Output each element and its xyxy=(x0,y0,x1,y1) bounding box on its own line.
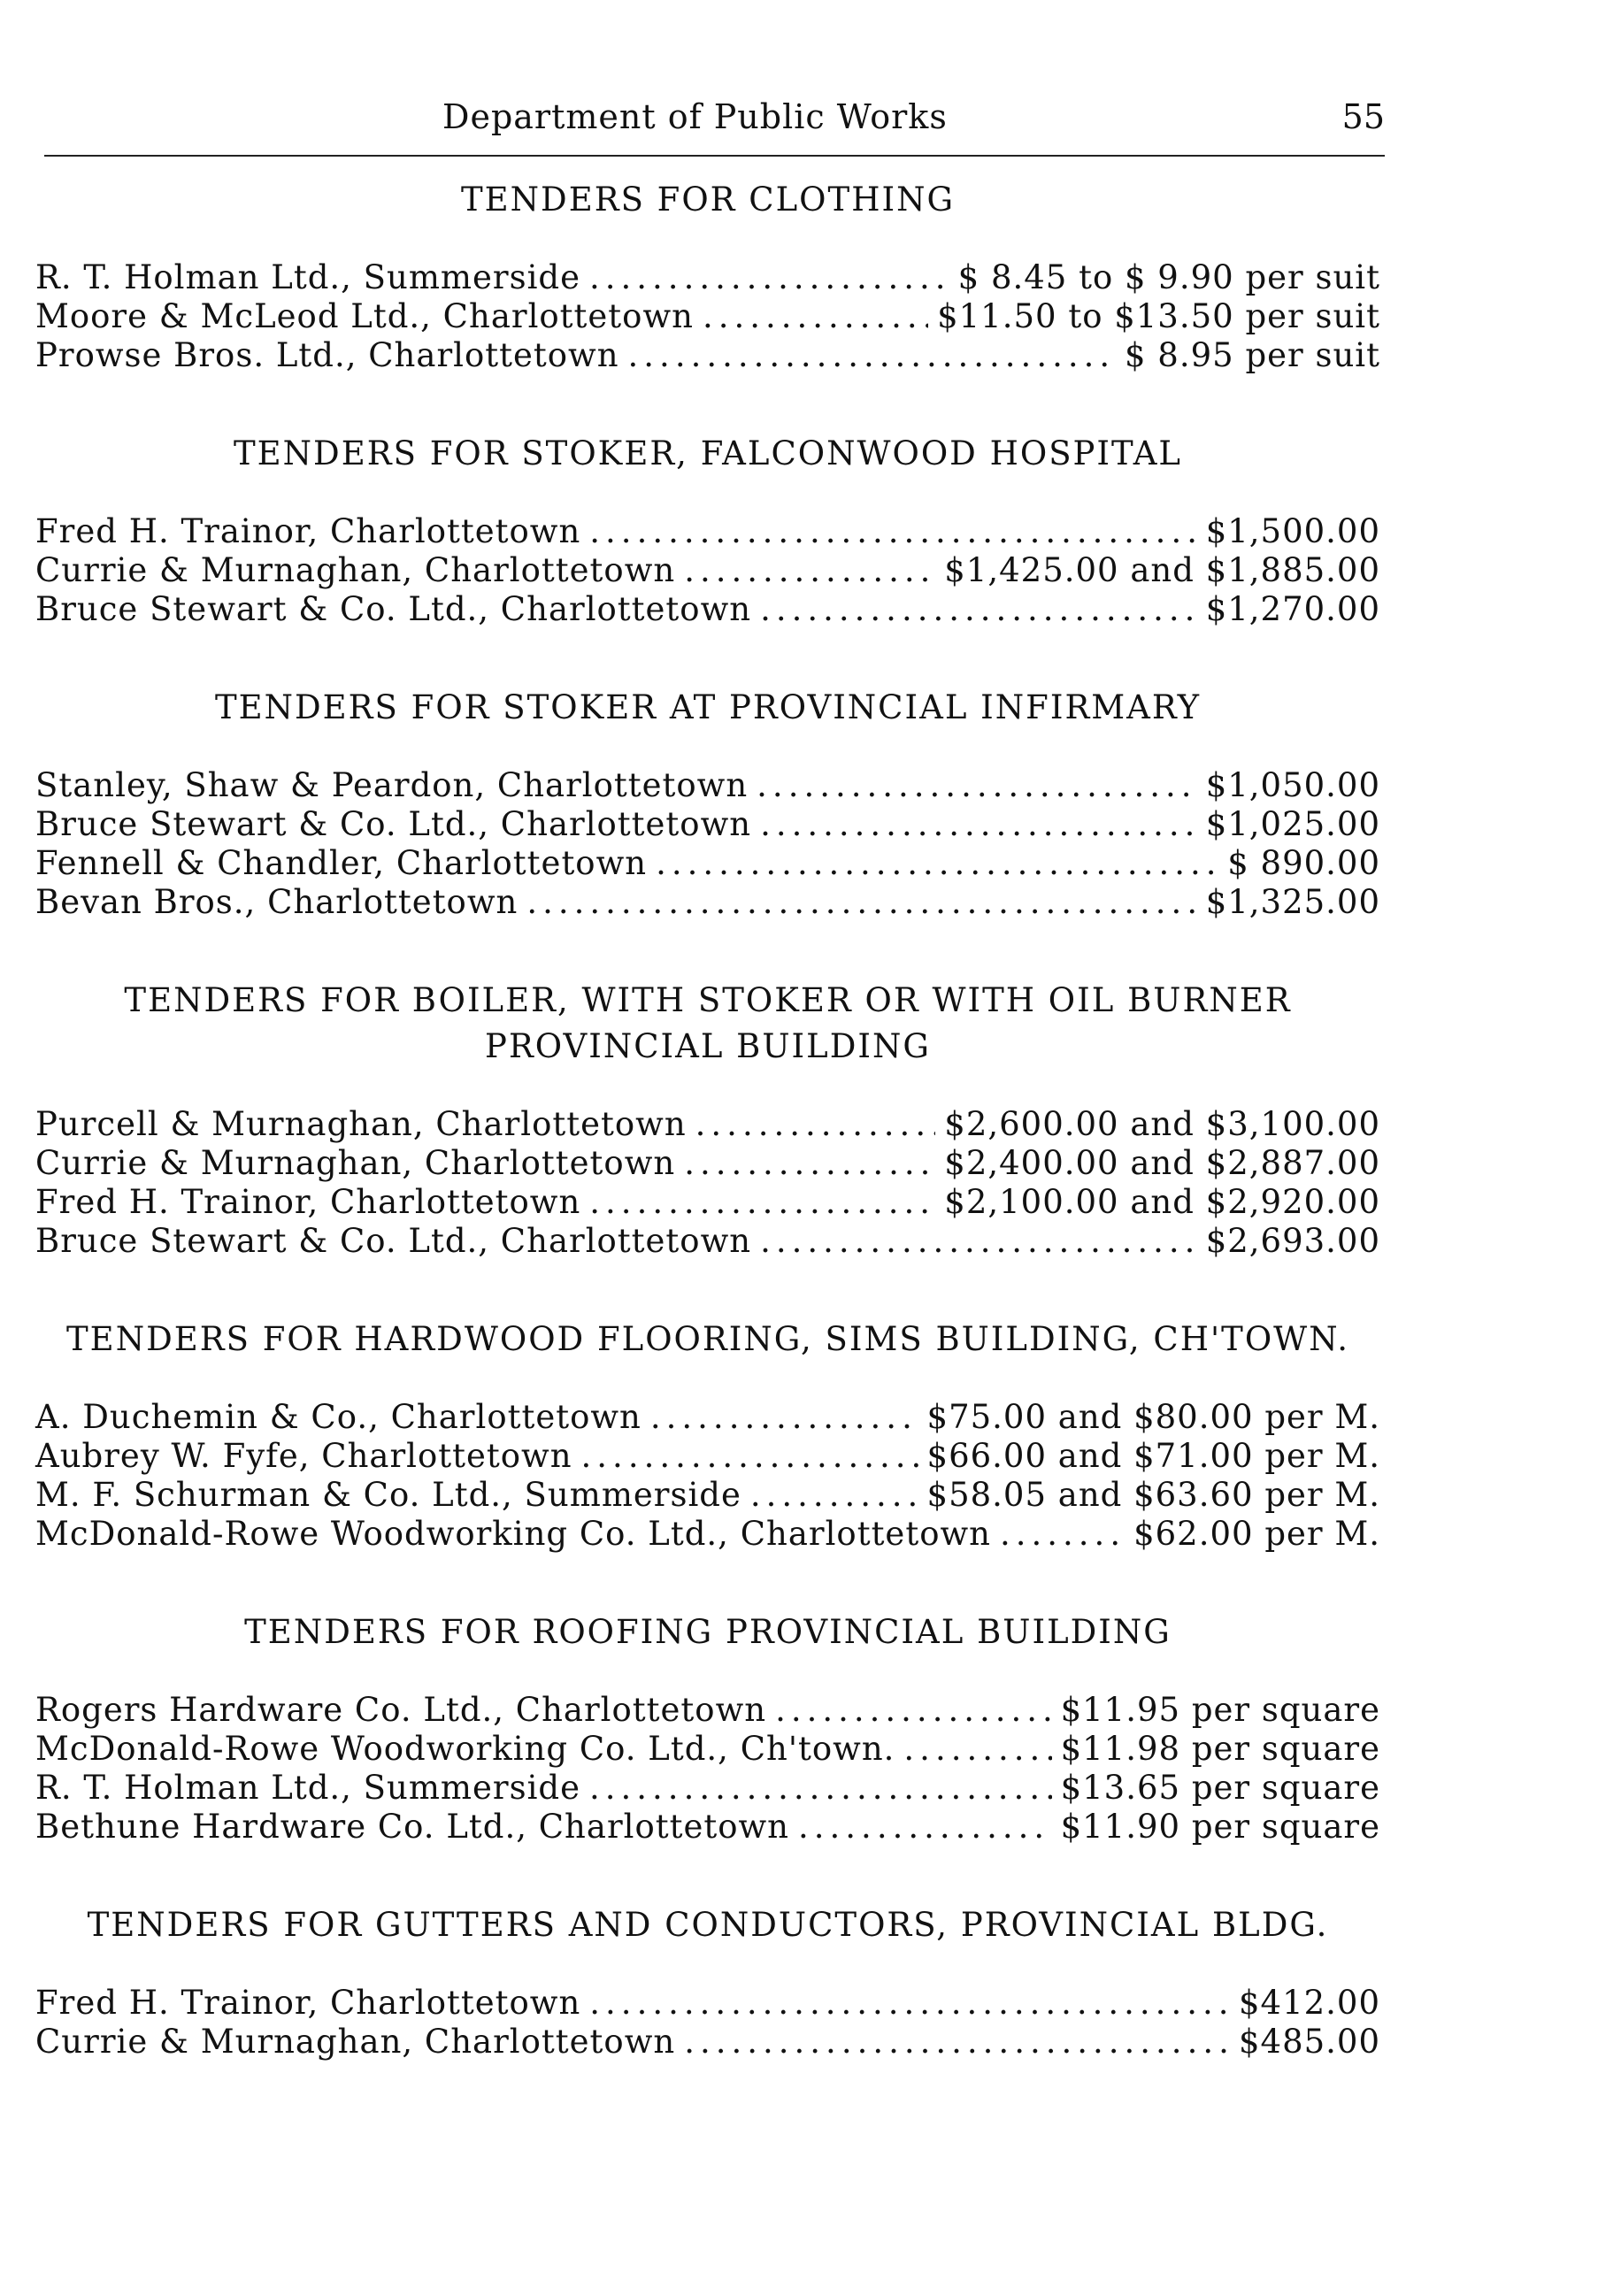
dot-leader xyxy=(589,1984,1230,2023)
tenderer-name: Aubrey W. Fyfe, Charlottetown xyxy=(35,1437,572,1475)
tender-entry xyxy=(35,844,1380,883)
section-title-text: TENDERS FOR ROOFING PROVINCIAL BUILDING xyxy=(244,1613,1172,1651)
dot-leader xyxy=(760,590,1197,629)
dot-leader xyxy=(628,336,1116,375)
dot-leader xyxy=(526,883,1196,922)
tenderer-name: Currie & Murnaghan, Charlottetown xyxy=(35,2023,676,2061)
tender-entry xyxy=(35,1183,1380,1222)
tenderer-name: Purcell & Murnaghan, Charlottetown xyxy=(35,1105,687,1143)
section-clothing xyxy=(35,177,1380,375)
tender-price: $ 8.45 to $ 9.90 per suit xyxy=(957,258,1380,296)
tender-entry xyxy=(35,1144,1380,1183)
header-title: Department of Public Works xyxy=(442,97,948,136)
tender-price: $11.95 per square xyxy=(1060,1691,1380,1729)
dot-leader xyxy=(757,766,1197,805)
tenderer-name: Bevan Bros., Charlottetown xyxy=(35,883,519,921)
dot-leader xyxy=(589,1183,935,1222)
section-title-text: TENDERS FOR STOKER, FALCONWOOD HOSPITAL xyxy=(233,434,1182,472)
tender-price: $1,425.00 and $1,885.00 xyxy=(944,551,1380,589)
tender-list xyxy=(35,1105,1380,1261)
tenderer-name: Currie & Murnaghan, Charlottetown xyxy=(35,551,676,589)
tender-entry xyxy=(35,1515,1380,1554)
tender-entry xyxy=(35,2023,1380,2062)
tender-entry xyxy=(35,512,1380,551)
tender-price: $75.00 and $80.00 per M. xyxy=(926,1398,1380,1436)
tender-entry xyxy=(35,258,1380,297)
tender-entry xyxy=(35,1730,1380,1769)
tenderer-name: McDonald-Rowe Woodworking Co. Ltd., Ch'town. xyxy=(35,1730,895,1768)
tenderer-name: McDonald-Rowe Woodworking Co. Ltd., Charlottetown xyxy=(35,1515,991,1553)
tenderer-name: Moore & McLeod Ltd., Charlottetown xyxy=(35,297,694,335)
section-boiler xyxy=(35,978,1380,1261)
section-title-text: TENDERS FOR BOILER, WITH STOKER OR WITH OIL BURNER xyxy=(124,981,1292,1019)
page-header xyxy=(44,93,1385,157)
tender-list xyxy=(35,766,1380,922)
tender-entry xyxy=(35,297,1380,336)
tenderer-name: Bethune Hardware Co. Ltd., Charlottetown xyxy=(35,1808,790,1846)
tenderer-name: Prowse Bros. Ltd., Charlottetown xyxy=(35,336,619,374)
tender-price: $1,325.00 xyxy=(1205,883,1380,921)
section-stoker-infirmary xyxy=(35,685,1380,922)
section-title-text: TENDERS FOR STOKER AT PROVINCIAL INFIRMARY xyxy=(214,688,1202,726)
tender-price: $13.65 per square xyxy=(1060,1769,1380,1807)
section-title-text: TENDERS FOR GUTTERS AND CONDUCTORS, PROVINCIAL BLDG. xyxy=(87,1906,1329,1944)
tenderer-name: Fred H. Trainor, Charlottetown xyxy=(35,512,581,550)
tender-price: $1,050.00 xyxy=(1205,766,1380,804)
section-title xyxy=(35,177,1380,223)
section-title xyxy=(35,1609,1380,1655)
tender-entry xyxy=(35,1769,1380,1808)
section-title xyxy=(35,978,1380,1070)
tenderer-name: Rogers Hardware Co. Ltd., Charlottetown xyxy=(35,1691,767,1729)
tender-price: $2,693.00 xyxy=(1205,1222,1380,1260)
tenderer-name: Currie & Murnaghan, Charlottetown xyxy=(35,1144,676,1182)
tender-entry xyxy=(35,1984,1380,2023)
dot-leader xyxy=(1000,1515,1125,1554)
tender-entry xyxy=(35,336,1380,375)
tender-price: $412.00 xyxy=(1238,1984,1380,2022)
tenderer-name: M. F. Schurman & Co. Ltd., Summerside xyxy=(35,1476,741,1514)
tender-price: $2,100.00 and $2,920.00 xyxy=(944,1183,1380,1221)
tenderer-name: Fennell & Chandler, Charlottetown xyxy=(35,844,648,882)
tender-entry xyxy=(35,1437,1380,1476)
dot-leader xyxy=(760,1222,1197,1261)
tender-price: $62.00 per M. xyxy=(1133,1515,1380,1553)
tender-price: $ 8.95 per suit xyxy=(1125,336,1380,374)
tenderer-name: A. Duchemin & Co., Charlottetown xyxy=(35,1398,642,1436)
tenderer-name: R. T. Holman Ltd., Summerside xyxy=(35,1769,580,1807)
section-title xyxy=(35,1902,1380,1948)
tender-list xyxy=(35,1984,1380,2062)
tender-list xyxy=(35,1398,1380,1554)
tender-price: $2,400.00 and $2,887.00 xyxy=(944,1144,1380,1182)
dot-leader xyxy=(684,2023,1230,2062)
page-number: 55 xyxy=(1341,97,1385,136)
tender-entry xyxy=(35,1476,1380,1515)
tenderer-name: Bruce Stewart & Co. Ltd., Charlottetown xyxy=(35,805,752,843)
section-title xyxy=(35,685,1380,731)
section-title-text: TENDERS FOR CLOTHING xyxy=(460,180,956,219)
tenderer-name: R. T. Holman Ltd., Summerside xyxy=(35,258,580,296)
tenderer-name: Stanley, Shaw & Peardon, Charlottetown xyxy=(35,766,749,804)
dot-leader xyxy=(684,551,935,590)
section-gutters xyxy=(35,1902,1380,2062)
tender-price: $2,600.00 and $3,100.00 xyxy=(944,1105,1380,1143)
dot-leader xyxy=(684,1144,935,1183)
dot-leader xyxy=(589,1769,1052,1808)
tender-price: $1,500.00 xyxy=(1205,512,1380,550)
tender-entry xyxy=(35,805,1380,844)
tender-entry xyxy=(35,1105,1380,1144)
tender-price: $1,270.00 xyxy=(1205,590,1380,628)
dot-leader xyxy=(650,1398,918,1437)
dot-leader xyxy=(581,1437,918,1476)
tender-entry xyxy=(35,1691,1380,1730)
tender-entry xyxy=(35,883,1380,922)
tender-price: $66.00 and $71.00 per M. xyxy=(926,1437,1380,1475)
dot-leader xyxy=(798,1808,1052,1847)
tender-price: $485.00 xyxy=(1238,2023,1380,2061)
section-title-text: TENDERS FOR HARDWOOD FLOORING, SIMS BUILDING, CH'TOWN. xyxy=(66,1320,1349,1358)
tender-price: $ 890.00 xyxy=(1227,844,1380,882)
dot-leader xyxy=(903,1730,1051,1769)
dot-leader xyxy=(775,1691,1052,1730)
section-title-line2: PROVINCIAL BUILDING xyxy=(485,1027,931,1065)
tender-list xyxy=(35,258,1380,375)
dot-leader xyxy=(656,844,1218,883)
tenders-content xyxy=(35,177,1380,2117)
tender-entry xyxy=(35,1398,1380,1437)
tender-price: $11.90 per square xyxy=(1060,1808,1380,1846)
tender-price: $1,025.00 xyxy=(1205,805,1380,843)
tenderer-name: Fred H. Trainor, Charlottetown xyxy=(35,1984,581,2022)
tender-list xyxy=(35,512,1380,629)
tender-entry xyxy=(35,1222,1380,1261)
tender-entry xyxy=(35,1808,1380,1847)
tender-price: $11.98 per square xyxy=(1060,1730,1380,1768)
dot-leader xyxy=(589,512,1196,551)
dot-leader xyxy=(703,297,928,336)
tender-entry xyxy=(35,590,1380,629)
section-title xyxy=(35,431,1380,477)
dot-leader xyxy=(589,258,949,297)
section-roofing xyxy=(35,1609,1380,1847)
section-stoker-falconwood xyxy=(35,431,1380,629)
section-title xyxy=(35,1317,1380,1363)
dot-leader xyxy=(695,1105,936,1144)
tender-list xyxy=(35,1691,1380,1847)
tender-price: $11.50 to $13.50 per suit xyxy=(937,297,1380,335)
dot-leader xyxy=(750,1476,918,1515)
dot-leader xyxy=(760,805,1197,844)
tenderer-name: Bruce Stewart & Co. Ltd., Charlottetown xyxy=(35,590,752,628)
tender-entry xyxy=(35,766,1380,805)
tenderer-name: Bruce Stewart & Co. Ltd., Charlottetown xyxy=(35,1222,752,1260)
tender-price: $58.05 and $63.60 per M. xyxy=(926,1476,1380,1514)
tenderer-name: Fred H. Trainor, Charlottetown xyxy=(35,1183,581,1221)
tender-entry xyxy=(35,551,1380,590)
section-hardwood-flooring xyxy=(35,1317,1380,1554)
